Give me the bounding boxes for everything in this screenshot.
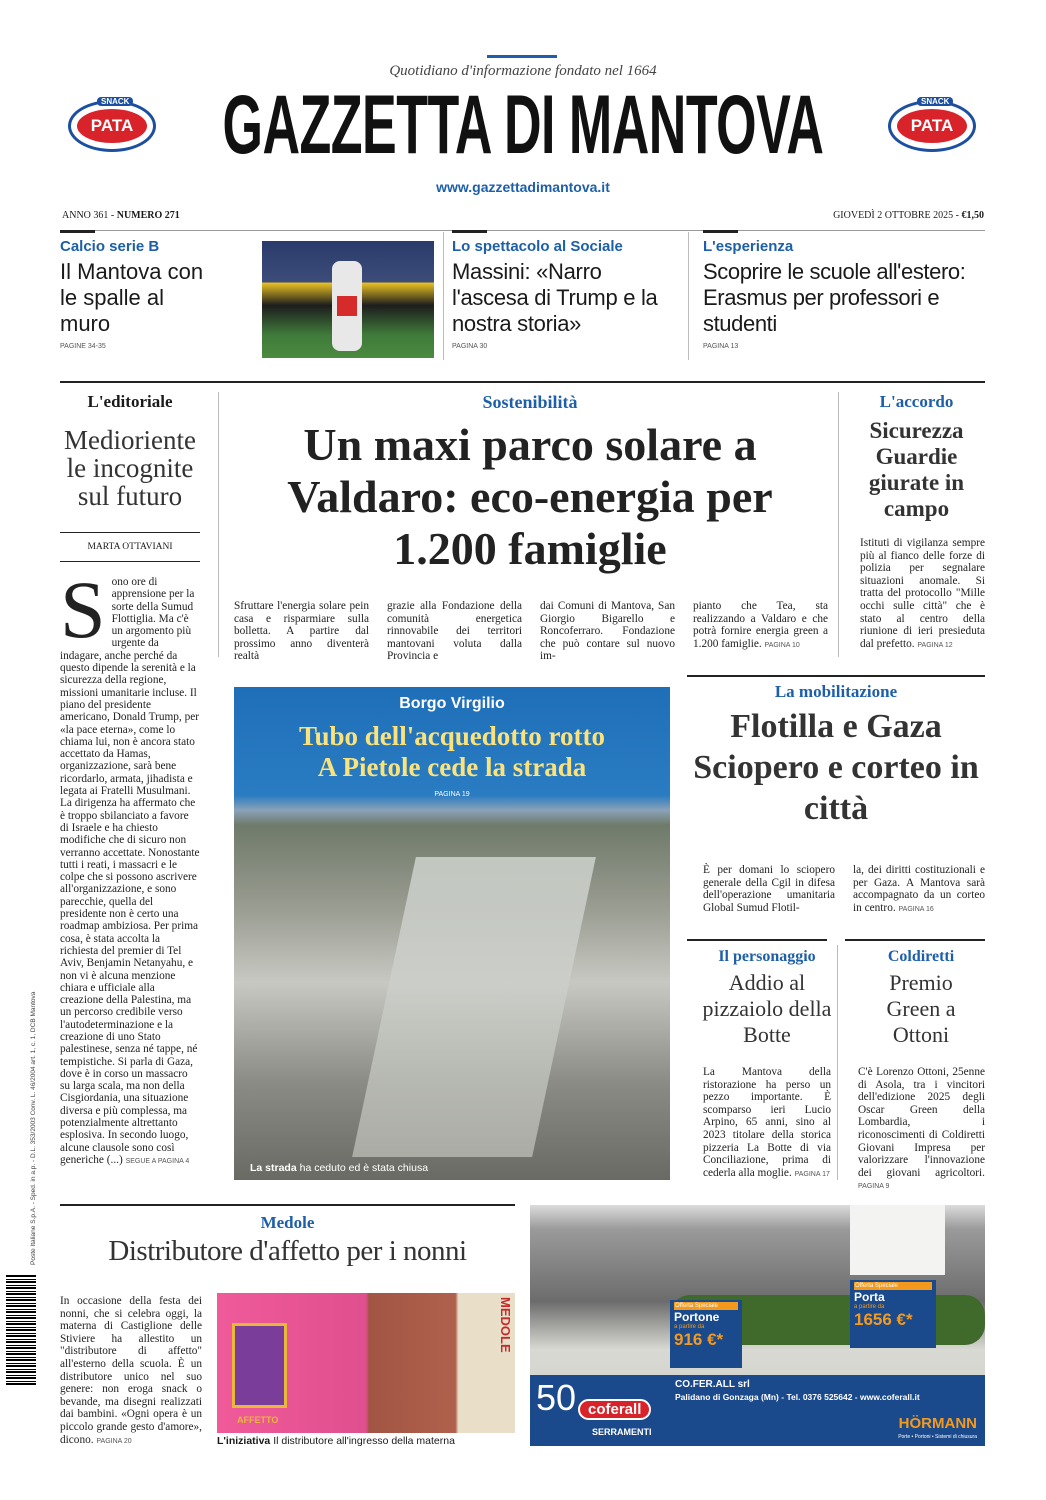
mobilitazione-body xyxy=(703,864,985,916)
sponsor-logo-left xyxy=(68,97,156,152)
coldiretti-body: C'è Lorenzo Ottoni, 25enne di Asola, tra i vincitori dell'edizione 2025 degli Oscar Green della Lombardia, i riconoscimenti di Coldiretti Giovani Impresa per valorizzare l'innovazione dei giovani agricoltori. xyxy=(858,1066,985,1179)
lead-col: dai Comuni di Mantova, San Giorgio Bigarello e Roncoferraro. Fondazione che può contare sul nuovo im- xyxy=(540,600,675,663)
personaggio-title: Addio al pizzaiolo della Botte xyxy=(702,970,832,1047)
photo-caption xyxy=(250,1162,428,1174)
coldiretti-page: PAGINA 9 xyxy=(858,1183,890,1191)
medole-page: PAGINA 20 xyxy=(96,1437,132,1445)
price: €1,50 xyxy=(961,210,984,221)
anno: ANNO 361 - xyxy=(62,210,115,221)
offer-price: 1656 €* xyxy=(854,1310,913,1329)
divider xyxy=(687,675,985,677)
caption-text: ha ceduto ed è stata chiusa xyxy=(299,1162,429,1174)
personaggio-page: PAGINA 17 xyxy=(794,1170,830,1178)
medole-sign: MEDOLE xyxy=(498,1297,513,1353)
lead-col: grazie alla Fondazione della comunità energetica rinnovabile dei territori mantovani voluta dalla Provincia e xyxy=(387,600,522,663)
personaggio-story[interactable] xyxy=(700,948,834,1048)
masthead-title: GAZZETTA DI MANTOVA xyxy=(222,79,824,172)
medole-kicker: Medole xyxy=(260,1213,315,1232)
teaser-title: Massini: «Narro l'ascesa di Trump e la nostra storia» xyxy=(452,259,658,336)
affetto-box: AFFETTO xyxy=(237,1415,279,1425)
photo-page: PAGINA 19 xyxy=(434,791,470,798)
mob-col: la, dei diritti costituzionali e per Gaza. A Mantova sarà accompagnato da un corteo in centro. xyxy=(853,864,985,914)
caption-bold: La strada xyxy=(250,1162,297,1174)
coldiretti-kicker: Coldiretti xyxy=(887,948,955,965)
masthead-tagline: Quotidiano d'informazione fondato nel 1664 xyxy=(389,63,657,79)
medole-photo xyxy=(217,1293,515,1433)
editorial-author: MARTA OTTAVIANI xyxy=(60,532,200,562)
divider xyxy=(452,230,487,233)
coldiretti-story[interactable] xyxy=(855,948,987,1048)
company-name: CO.FER.ALL srl xyxy=(675,1379,750,1390)
accordo-body: Istituti di vigilanza sempre più al fianco delle forze di polizia per segnalare situazioni anomale. Si tratta del protocollo "Mille occhi sulle città" che è stato al centro della riunione di ieri presieduta dal prefetto. xyxy=(860,537,985,650)
lead-story[interactable] xyxy=(230,392,830,575)
photo-title-1: Tubo dell'acquedotto rotto xyxy=(298,721,606,751)
divider xyxy=(60,1204,515,1206)
divider xyxy=(60,381,985,383)
divider xyxy=(703,230,738,233)
teaser-title: Scoprire le scuole all'estero: Erasmus per professori e studenti xyxy=(703,259,966,336)
offer-price: 916 €* xyxy=(674,1330,724,1349)
editorial-title xyxy=(60,426,200,510)
advertisement-coferall[interactable] xyxy=(530,1205,985,1446)
accordo-kicker: L'accordo xyxy=(879,392,954,411)
coferall-logo: coferall xyxy=(578,1399,651,1420)
lead-page: PAGINA 10 xyxy=(764,641,800,649)
mob-page: PAGINA 16 xyxy=(898,905,934,913)
personaggio-body: La Mantova della ristorazione ha perso un pezzo importante. È scomparso ieri Lucio Arpino, 65 anni, sino al 2023 titolare della storica pizzeria La Botte di via Conciliazione, prima di cederla alla moglie. xyxy=(703,1066,831,1179)
caption-text: Il distributore all'ingresso della materna xyxy=(273,1435,455,1447)
masthead-accent-bar xyxy=(487,55,557,58)
lead-col: pianto che Tea, sta realizzando a Valdaro e che potrà fornire energia green a 1.200 famiglie. xyxy=(693,600,828,650)
date-price xyxy=(833,210,984,221)
offer-tag: Offerta Speciale xyxy=(674,1302,738,1310)
company-address: Palidano di Gonzaga (Mn) - Tel. 0376 525642 - www.coferall.it xyxy=(675,1392,920,1402)
divider xyxy=(838,392,839,657)
continue-link[interactable]: SEGUE A PAGINA 4 xyxy=(125,1157,190,1165)
divider xyxy=(837,945,838,1180)
lead-kicker: Sostenibilità xyxy=(482,392,578,412)
personaggio-kicker: Il personaggio xyxy=(718,948,816,965)
brand-sub: SERRAMENTI xyxy=(592,1427,652,1437)
pata-logo: PATA xyxy=(895,107,969,145)
numero: NUMERO 271 xyxy=(116,210,180,221)
teaser-kicker: Lo spettacolo al Sociale xyxy=(452,238,623,255)
editorial-text: ono ore di apprensione per la sorte della Sumud Flottiglia. Ma c'è un argomento più urgente da indagare, anche perché da questo dipende la serenità e la sicurezza della regione, missioni umanitarie incluse. Il piano del presidente americano, Donald Trump, per «la pace eterna», come lo chiama lui, non è ancora stato accettato da Hamas, organizzazione, sarà bene ricordarlo, armata, jihadista e legata ai Fratelli Musulmani. La dirigenza ha affermato che è troppo sbilanciato a favore di Israele e ha chiesto modifiche che di sicuro non verranno accettate. Nonostante tutti i reati, i massacri e le colpe che si possono ascrivere all'organizzazione, e sono parecchie, quella del presidente non è certo una roadmap ambiziosa. Per prima cosa, è stata accolta la richiesta del premier di Tel Aviv, Benjamin Netanyahu, e non vi è alcuna menzione chiara e ufficiale alla creazione della Palestina, ma un percorso credibile verso l'autodeterminazione e la creazione di uno Stato palestinese, senza né tappe, né tempistiche. Si parla di Gaza, dove è in corso un massacro su larga scala, ma non della Cisgiordania, una situazione diversa e più complessa, ma potenzialmente altrettanto esplosiva. In secondo luogo, alcune clausole sono così generiche (...) xyxy=(60,576,200,1166)
lead-headline: Un maxi parco solare a Valdaro: eco-energia per 1.200 famiglie xyxy=(287,419,773,574)
photo-kicker: Borgo Virgilio xyxy=(399,695,505,712)
divider xyxy=(688,232,689,360)
divider xyxy=(60,230,95,233)
caption-bold: L'iniziativa xyxy=(217,1435,271,1447)
editorial[interactable] xyxy=(60,392,200,1168)
hormann-sub: Porte • Portoni • Sistemi di chiusura xyxy=(898,1434,977,1440)
divider xyxy=(687,939,827,941)
offer-name: Porta xyxy=(854,1290,885,1304)
editorial-label: L'editoriale xyxy=(87,392,173,411)
title-line: Medioriente xyxy=(64,425,196,455)
medole-caption xyxy=(217,1435,455,1447)
lead-body xyxy=(234,600,828,663)
lead-col: Sfruttare l'energia solare pein casa e risparmiare sulla bolletta. A partire dal prossimo anno diventerà realtà xyxy=(234,600,369,663)
sponsor-logo-right xyxy=(888,97,976,152)
title-line: le incognite xyxy=(66,453,194,483)
house-white xyxy=(850,1205,945,1275)
mobilitazione-kicker: La mobilitazione xyxy=(774,682,898,701)
pata-logo: PATA xyxy=(75,107,149,145)
medole-story[interactable] xyxy=(60,1213,515,1268)
teaser-calcio-photo xyxy=(262,241,434,358)
road-water xyxy=(352,857,596,1157)
offer-name: Portone xyxy=(674,1310,720,1324)
accordo-title: Sicurezza Guardie giurate in campo xyxy=(868,418,965,521)
accordo-page: PAGINA 12 xyxy=(917,641,953,649)
teaser-kicker: Calcio serie B xyxy=(60,238,160,255)
divider xyxy=(443,232,444,360)
teaser-spettacolo[interactable] xyxy=(452,238,682,350)
teaser-kicker: L'esperienza xyxy=(703,238,794,255)
barcode xyxy=(6,1275,36,1385)
mobilitazione-story[interactable] xyxy=(687,682,985,829)
postal-notice: Poste Italiane S.p.A. - Sped. in a.p. - D.L. 353/2003 Conv. L. 46/2004 art. 1, c. 1, DCB Mantova xyxy=(30,991,37,1265)
snack-label: SNACK xyxy=(917,97,953,106)
offer-from: a partire da xyxy=(674,1324,705,1330)
dropcap: S xyxy=(60,564,106,655)
offer-from: a partire da xyxy=(854,1304,885,1310)
medole-body: In occasione della festa dei nonni, che si celebra oggi, la materna di Castiglione delle Stiviere ha allestito un "distributore di affetto" all'esterno della scuola. È un distributore unico nel suo genere: non eroga snack o bevande, ma disegni realizzati dai bambini. «Ogni opera è un piccolo grande gesto d'amore», dicono. xyxy=(60,1295,202,1446)
divider xyxy=(845,939,985,941)
toy-house xyxy=(232,1323,287,1408)
photo-title-2: A Pietole cede la strada xyxy=(317,752,587,782)
divider xyxy=(60,230,985,231)
offer-portone xyxy=(670,1300,742,1368)
accordo-story[interactable] xyxy=(848,392,985,522)
teaser-page: PAGINA 13 xyxy=(703,343,739,350)
teaser-page: PAGINE 34-35 xyxy=(60,343,106,350)
editorial-body xyxy=(60,564,200,1168)
divider xyxy=(218,392,219,657)
teaser-esperienza[interactable] xyxy=(703,238,988,350)
coldiretti-title: Premio Green a Ottoni xyxy=(886,970,956,1047)
ad-footer xyxy=(530,1375,985,1446)
anniversary-50: 50 xyxy=(536,1377,577,1418)
website-link[interactable]: www.gazzettadimantova.it xyxy=(436,179,610,195)
teaser-title: Il Mantova con le spalle al muro xyxy=(60,259,204,336)
mobilitazione-title: Flotilla e Gaza Sciopero e corteo in città xyxy=(693,708,979,827)
medole-title: Distributore d'affetto per i nonni xyxy=(108,1235,467,1267)
hormann-logo: HÖRMANN xyxy=(898,1415,977,1432)
offer-porta xyxy=(850,1280,936,1348)
issue-info xyxy=(62,210,180,221)
title-line: sul futuro xyxy=(77,481,183,511)
teaser-calcio[interactable] xyxy=(60,238,255,350)
date: GIOVEDÌ 2 OTTOBRE 2025 - xyxy=(833,210,959,221)
photo-story[interactable] xyxy=(234,687,670,1180)
teaser-page: PAGINA 30 xyxy=(452,343,488,350)
snack-label: SNACK xyxy=(97,97,133,106)
offer-tag: Offerta Speciale xyxy=(854,1282,932,1290)
mob-col: È per domani lo sciopero generale della Cgil in difesa dell'operazione umanitaria Global Sumud Flotil- xyxy=(703,864,835,914)
